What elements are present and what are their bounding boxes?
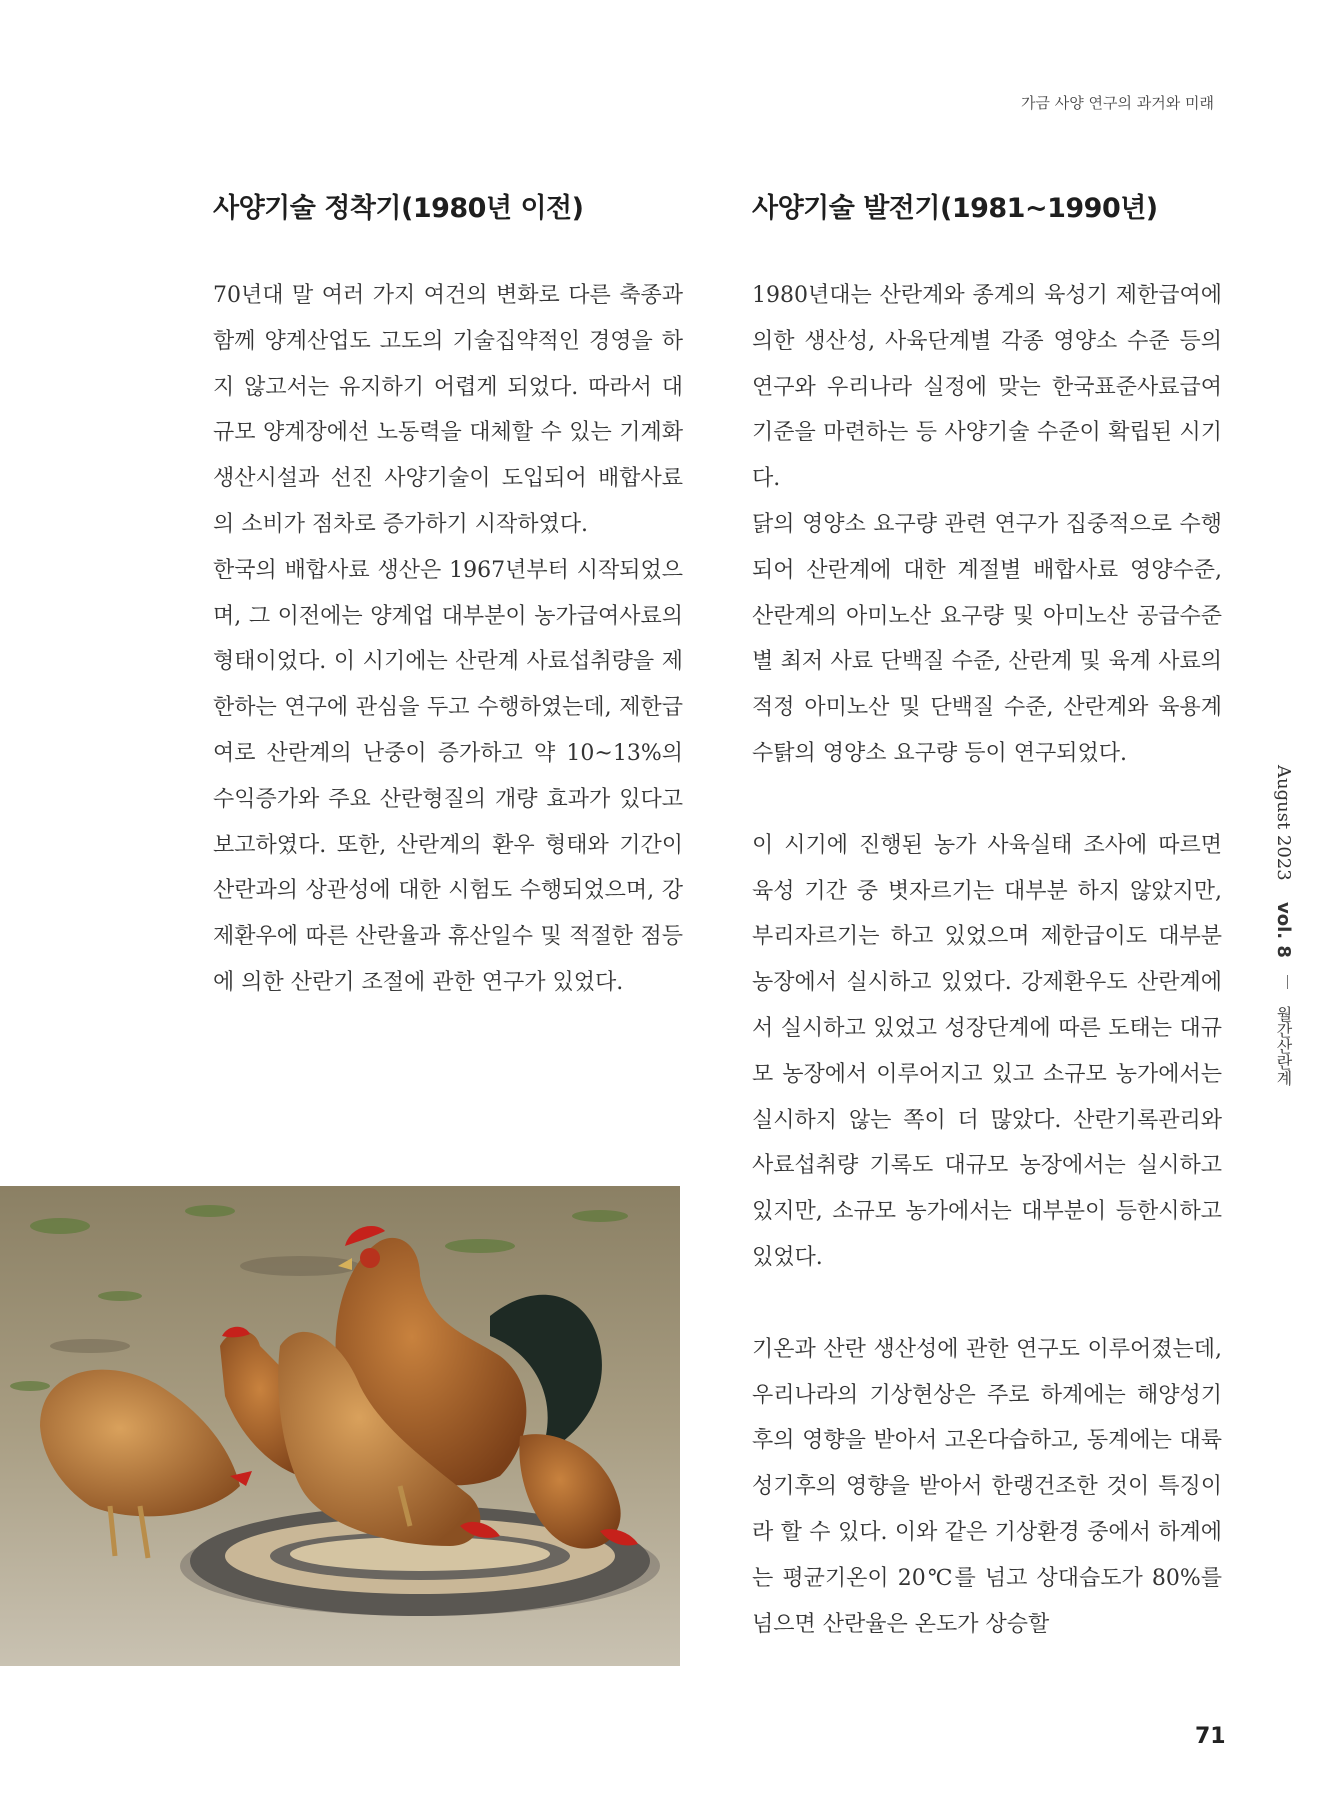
section-heading-left: 사양기술 정착기(1980년 이전) bbox=[213, 193, 584, 224]
issue-month: August 2023 bbox=[1273, 765, 1294, 881]
left-paragraph-2: 한국의 배합사료 생산은 1967년부터 시작되었으며, 그 이전에는 양계업 대부분이 농가급여사료의 형태이었다. 이 시기에는 산란계 사료섭취량을 제한하는 연구에 관심을 두고 수행하였는데, 제한급여로 산란계의 난중이 증가하고 약 10~13%의 수익증가와 주요 산란형질의 개량 효과가 있다고 보고하였다. 또한, 산란계의 환우 형태와 기간이 산란과의 상관성에 대한 시험도 수행되었으며, 강제환우에 따른 산란율과 휴산일수 및 적절한 점등에 의한 산란기 조절에 관한 연구가 있었다. bbox=[213, 557, 683, 995]
chickens-feeding-photo bbox=[0, 1186, 680, 1666]
right-paragraph-1: 1980년대는 산란계와 종계의 육성기 제한급여에 의한 생산성, 사육단계별 각종 영양소 수준 등의 연구와 우리나라 실정에 맞는 한국표준사료급여기준을 마련하는 등 사양기술 수준이 확립된 시기다. bbox=[752, 283, 1222, 492]
running-head: 가금 사양 연구의 과거와 미래 bbox=[1021, 94, 1214, 112]
right-paragraph-4: 기온과 산란 생산성에 관한 연구도 이루어졌는데, 우리나라의 기상현상은 주로 하계에는 해양성기후의 영향을 받아서 고온다습하고, 동계에는 대륙성기후의 영향을 받아서 한랭건조한 것이 특징이라 할 수 있다. 이와 같은 기상환경 중에서 하계에는 평균기온이 20℃를 넘고 상대습도가 80%를 넘으면 산란율은 온도가 상승할 bbox=[752, 1336, 1222, 1637]
page-number: 71 bbox=[1195, 1724, 1226, 1749]
right-column bbox=[752, 273, 1222, 1647]
left-column bbox=[213, 273, 683, 1006]
right-paragraph-2: 닭의 영양소 요구량 관련 연구가 집중적으로 수행되어 산란계에 대한 계절별 배합사료 영양수준, 산란계의 아미노산 요구량 및 아미노산 공급수준별 최저 사료 단백질 수준, 산란계 및 육계 사료의 적정 아미노산 및 단백질 수준, 산란계와 육용계 수탉의 영양소 요구량 등이 연구되었다. bbox=[752, 511, 1222, 766]
side-divider bbox=[1287, 975, 1288, 989]
issue-side-label bbox=[1272, 765, 1295, 1086]
issue-volume: vol. 8 bbox=[1273, 901, 1294, 958]
section-heading-right: 사양기술 발전기(1981~1990년) bbox=[752, 193, 1158, 224]
left-paragraph-1: 70년대 말 여러 가지 여건의 변화로 다른 축종과 함께 양계산업도 고도의 기술집약적인 경영을 하지 않고서는 유지하기 어렵게 되었다. 따라서 대규모 양계장에선 노동력을 대체할 수 있는 기계화 생산시설과 선진 사양기술이 도입되어 배합사료의 소비가 점차로 증가하기 시작하였다. bbox=[213, 283, 683, 537]
right-paragraph-3: 이 시기에 진행된 농가 사육실태 조사에 따르면 육성 기간 중 볏자르기는 대부분 하지 않았지만, 부리자르기는 하고 있었으며 제한급이도 대부분 농장에서 실시하고 있었다. 강제환우도 산란계에서 실시하고 있었고 성장단계에 따른 도태는 대규모 농장에서 이루어지고 있고 소규모 농가에서는 실시하지 않는 쪽이 더 많았다. 산란기록관리와 사료섭취량 기록도 대규모 농장에서는 실시하고 있지만, 소규모 농가에서는 대부분이 등한시하고 있었다. bbox=[752, 832, 1222, 1270]
magazine-name: 월간산란계 bbox=[1274, 1005, 1293, 1086]
